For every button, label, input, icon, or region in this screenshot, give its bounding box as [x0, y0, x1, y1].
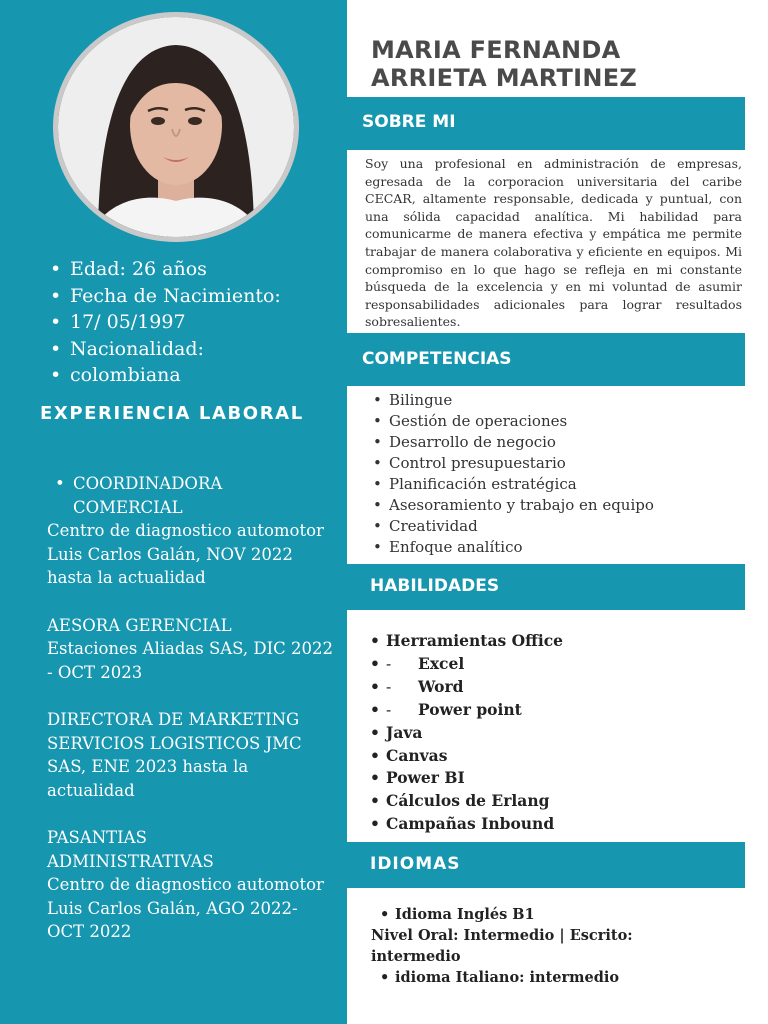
- skill-item: • - Power point: [368, 699, 563, 722]
- portrait-icon: [58, 17, 294, 237]
- skill-item: • Campañas Inbound: [368, 813, 563, 836]
- competency-item: • Desarrollo de negocio: [370, 432, 654, 453]
- competencies-heading: COMPETENCIAS: [362, 349, 512, 369]
- competency-item: • Asesoramiento y trabajo en equipo: [370, 495, 654, 516]
- personal-info-item-continued: • colombiana: [48, 362, 281, 389]
- language-item: • idioma Italiano: intermedio: [371, 967, 671, 988]
- personal-info-list: [48, 256, 281, 389]
- skill-item: • Herramientas Office: [368, 630, 563, 653]
- job-detail: SAS, ENE 2023 hasta la: [47, 757, 249, 777]
- personal-info-item: • Fecha de Nacimiento:: [48, 283, 281, 310]
- about-heading-bar: [347, 97, 745, 150]
- job-detail: actualidad: [47, 780, 135, 800]
- languages-heading-bar: [347, 842, 745, 888]
- job-detail: Luis Carlos Galán, AGO 2022-: [47, 898, 298, 918]
- job-detail: Estaciones Aliadas SAS, DIC 2022: [47, 639, 333, 659]
- job-detail: Centro de diagnostico automotor: [47, 521, 324, 541]
- skills-heading: HABILIDADES: [370, 576, 500, 596]
- job-role: • COORDINADORA COMERCIAL: [47, 472, 337, 519]
- profile-photo: [58, 17, 294, 237]
- job-detail: - OCT 2023: [47, 662, 143, 682]
- language-detail: Nivel Oral: Intermedio | Escrito:: [371, 927, 633, 944]
- experience-list: [47, 472, 337, 967]
- job-detail: AESORA GERENCIAL: [47, 615, 232, 635]
- skill-item: • Power BI: [368, 767, 563, 790]
- about-paragraph: Soy una profesional en administración de empresas, egresada de la corporacion universitaria del caribe CECAR, altamente responsable, dedicada y puntual, con una sólida capacidad analítica. Mi habilidad para comunicarme de manera efectiva y empática me permite trabajar de manera colaborativa y eficiente en equipos. Mi compromiso en lo que hago se refleja en mi constante búsqueda de la excelencia y en mi voluntad de asumir responsabilidades adicionales para lograr resultados sobresalientes.: [365, 156, 742, 330]
- competency-item: • Control presupuestario: [370, 453, 654, 474]
- skills-list: [368, 630, 563, 836]
- competency-item: • Bilingue: [370, 390, 654, 411]
- personal-info-item: • Nacionalidad:: [48, 336, 281, 363]
- job-detail: OCT 2022: [47, 922, 132, 942]
- competencies-heading-bar: [347, 333, 745, 386]
- language-item: • Idioma Inglés B1: [371, 904, 671, 925]
- job-detail: DIRECTORA DE MARKETING: [47, 709, 300, 729]
- personal-info-item: • Edad: 26 años: [48, 256, 281, 283]
- languages-list: [371, 904, 671, 988]
- skill-item: • - Word: [368, 676, 563, 699]
- competency-item: • Planificación estratégica: [370, 474, 654, 495]
- skill-item: • Canvas: [368, 745, 563, 768]
- job-detail: Luis Carlos Galán, NOV 2022: [47, 544, 293, 564]
- job-detail: ADMINISTRATIVAS: [47, 851, 214, 871]
- skills-heading-bar: [347, 564, 745, 610]
- experience-heading: EXPERIENCIA LABORAL: [40, 403, 304, 424]
- language-detail: intermedio: [371, 948, 461, 965]
- job-detail: hasta la actualidad: [47, 568, 206, 588]
- skill-item: • - Excel: [368, 653, 563, 676]
- job-detail: Centro de diagnostico automotor: [47, 875, 324, 895]
- competency-item: • Enfoque analítico: [370, 537, 654, 558]
- full-name: MARIA FERNANDA ARRIETA MARTINEZ: [371, 36, 638, 92]
- experience-item: [47, 614, 337, 685]
- experience-item: [47, 708, 337, 802]
- competencies-list: [370, 390, 654, 558]
- about-heading: SOBRE MI: [362, 112, 456, 132]
- experience-item: [47, 472, 337, 590]
- skill-item: • Java: [368, 722, 563, 745]
- competency-item: • Gestión de operaciones: [370, 411, 654, 432]
- personal-info-item: • 17/ 05/1997: [48, 309, 281, 336]
- experience-item: [47, 826, 337, 944]
- skill-item: • Cálculos de Erlang: [368, 790, 563, 813]
- left-column: [0, 0, 347, 1024]
- profile-photo-frame: [53, 12, 299, 242]
- job-detail: SERVICIOS LOGISTICOS JMC: [47, 733, 302, 753]
- languages-heading: IDIOMAS: [370, 854, 461, 874]
- competency-item: • Creatividad: [370, 516, 654, 537]
- job-detail: PASANTIAS: [47, 827, 147, 847]
